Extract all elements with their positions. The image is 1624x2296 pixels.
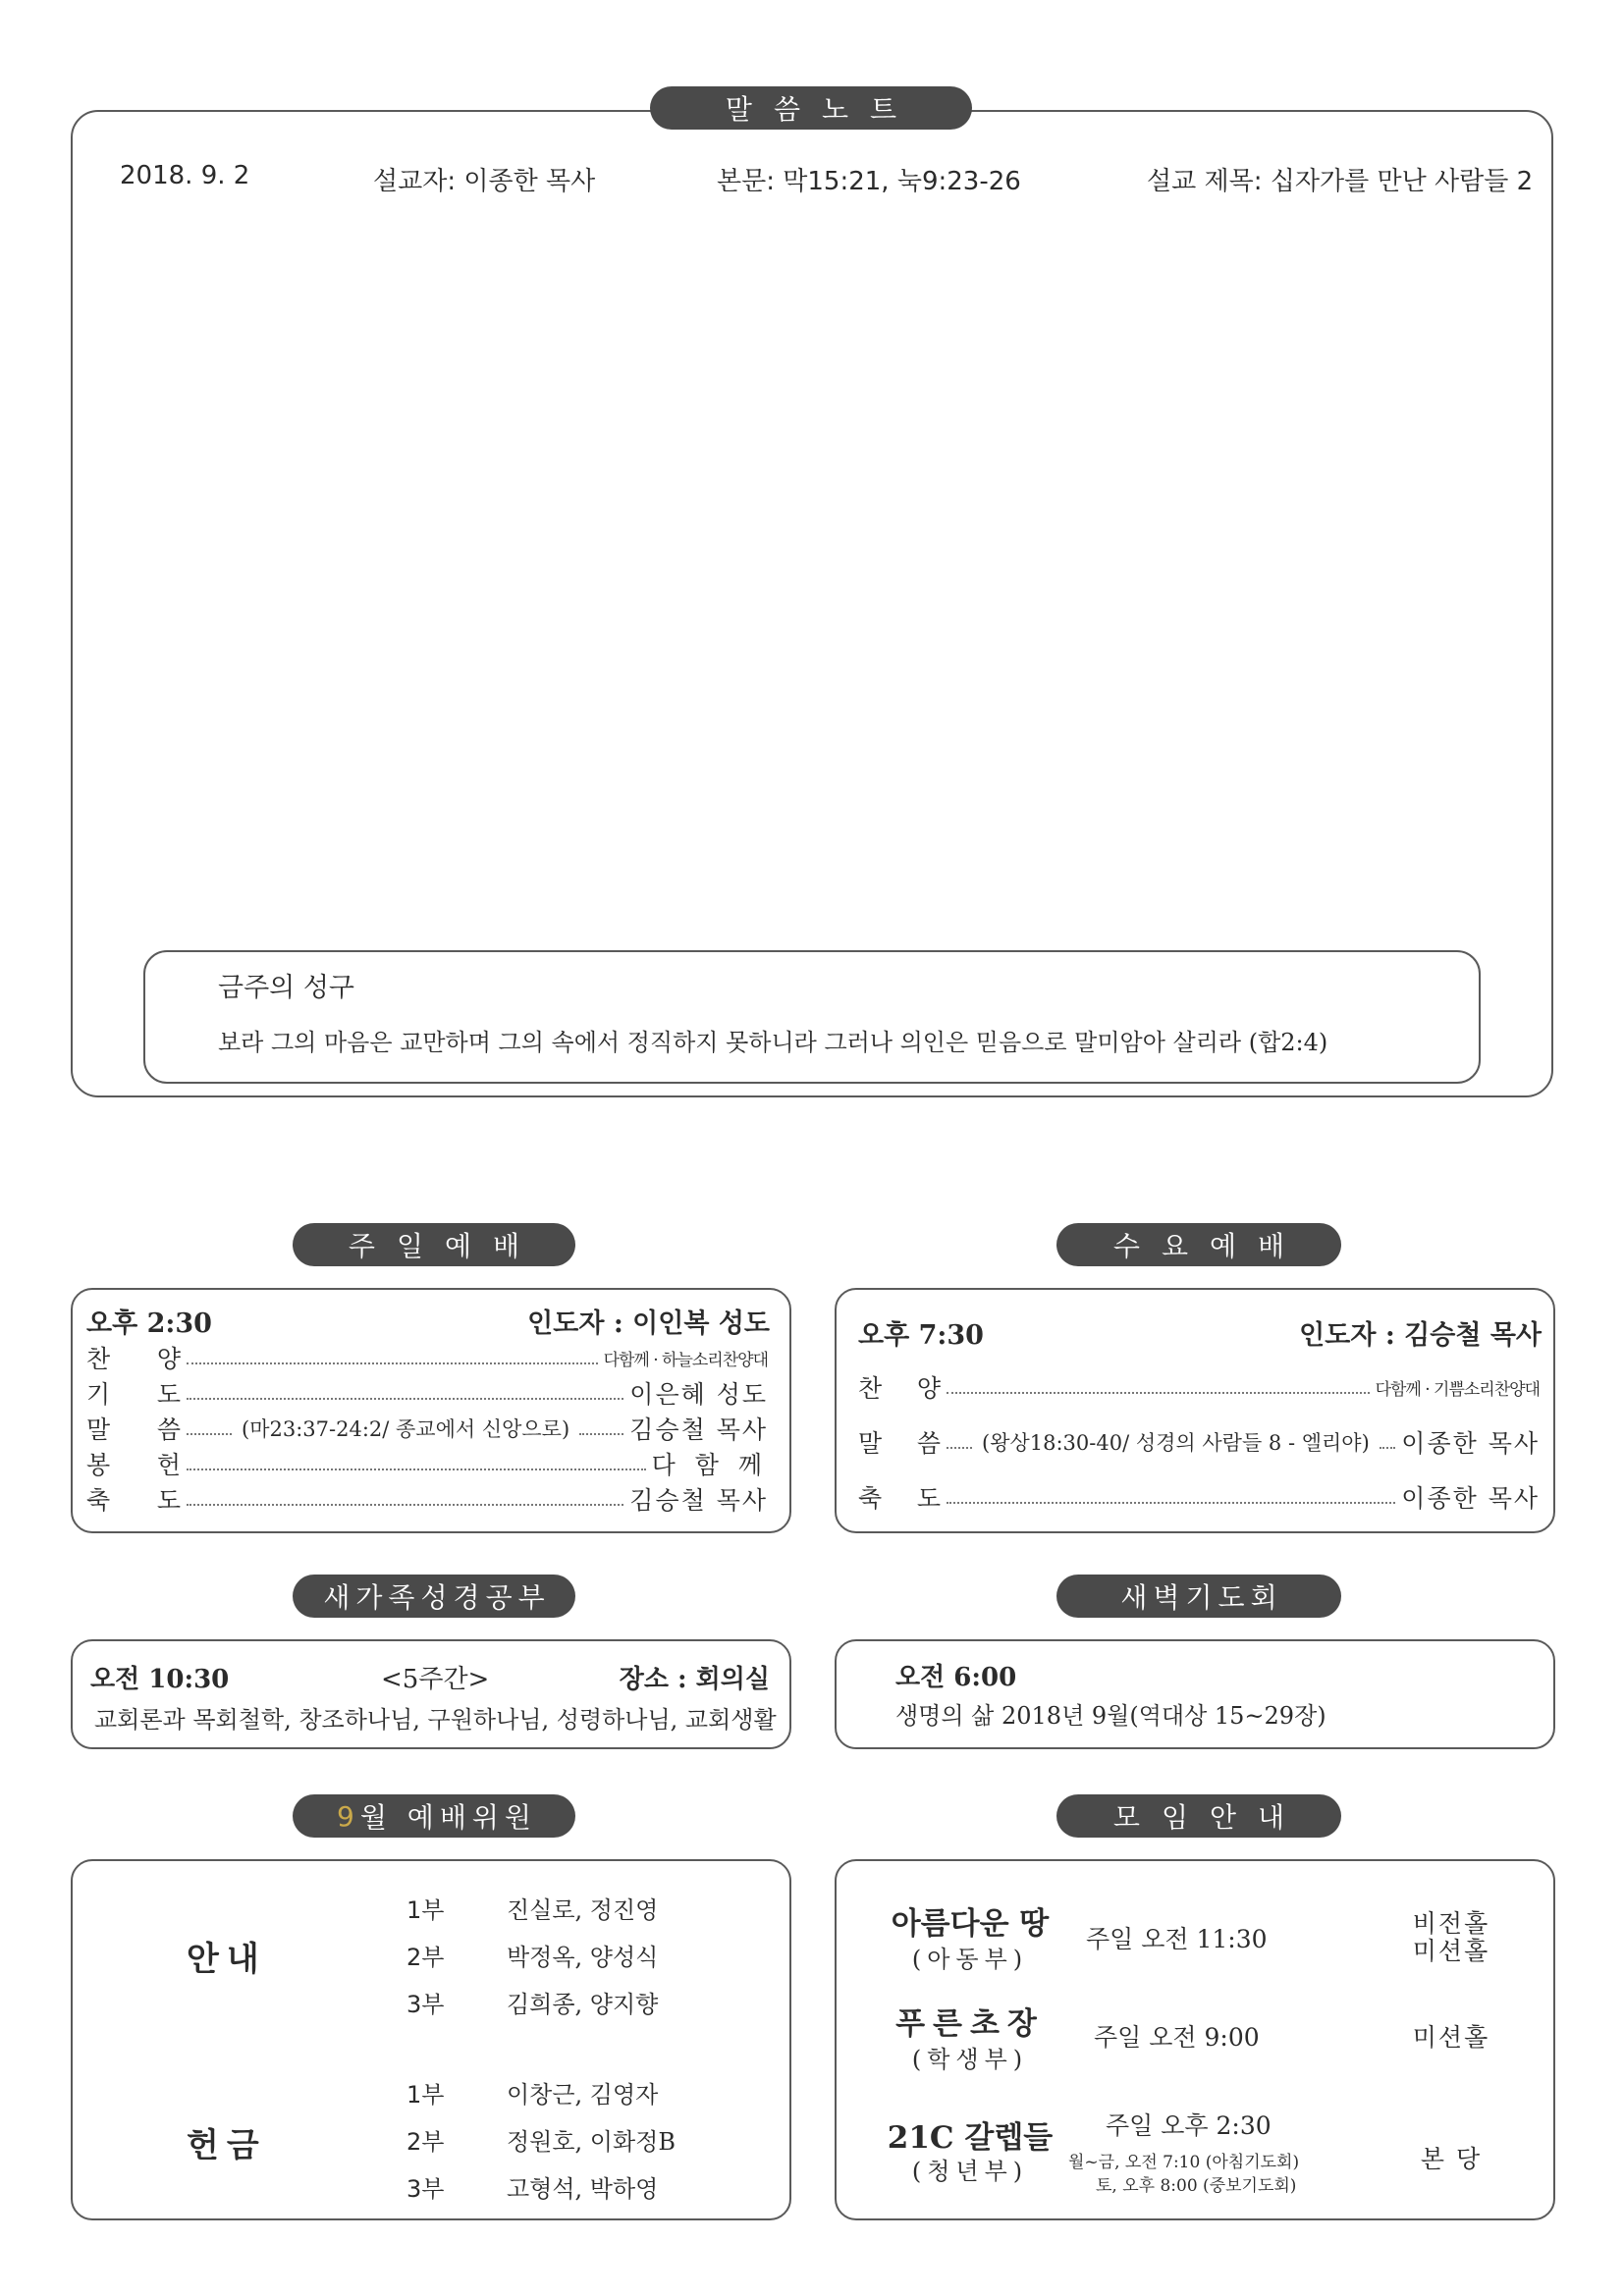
- dawn-time: 오전 6:00: [895, 1663, 1017, 1692]
- offering-part: 3부: [406, 2175, 445, 2203]
- monthly-servers-title: 9 월 예배위원: [293, 1794, 575, 1838]
- weekly-verse-text: 보라 그의 마음은 교만하며 그의 속에서 정직하지 못하니라 그러나 의인은 믿음으로 말미암아 살리라 (합2:4): [218, 1029, 1328, 1056]
- group-time: 주일 오후 2:30: [1106, 2111, 1272, 2140]
- sunday-row: 기 도 이은혜 성도: [86, 1380, 768, 1409]
- group-place: 비전홀: [1412, 1909, 1490, 1938]
- sunday-row: 말 씀 (마23:37-24:2/ 종교에서 신앙으로) 김승철 목사: [86, 1415, 768, 1444]
- group-name: 푸른초장: [895, 2006, 1045, 2042]
- new-family-study-title: 새가족성경공부: [293, 1575, 575, 1618]
- group-time-weekday: 월~금, 오전 7:10 (아침기도회): [1068, 2153, 1300, 2172]
- wednesday-leader: 인도자 : 김승철 목사: [1299, 1320, 1542, 1351]
- group-sub: (아동부): [911, 1946, 1029, 1973]
- group-time-saturday: 토, 오후 8:00 (중보기도회): [1096, 2176, 1297, 2196]
- group-time: 주일 오전 9:00: [1094, 2023, 1260, 2052]
- offering-names: 정원호, 이화정B: [507, 2128, 676, 2156]
- sunday-row: 봉 헌 다 함 께: [86, 1451, 768, 1479]
- group-name: 21C 갈렙들: [887, 2120, 1054, 2156]
- sunday-worship-title: 주일예배: [293, 1223, 575, 1266]
- usher-part: 1부: [406, 1896, 445, 1924]
- sunday-leader: 인도자 : 이인복 성도: [527, 1308, 770, 1339]
- sermon-note-title: 말씀노트: [650, 86, 972, 130]
- new-family-weeks: <5주간>: [381, 1665, 490, 1694]
- group-place: 본 당: [1420, 2145, 1483, 2173]
- group-place: 미션홀: [1412, 1937, 1490, 1965]
- usher-part: 2부: [406, 1944, 445, 1971]
- usher-names: 김희종, 양지향: [507, 1991, 659, 2018]
- new-family-time: 오전 10:30: [90, 1665, 230, 1694]
- offering-part: 2부: [406, 2128, 445, 2156]
- usher-names: 박정옥, 양성식: [507, 1944, 659, 1971]
- wednesday-row: 찬 양 다함께 · 기쁨소리찬양대: [858, 1374, 1540, 1403]
- group-name: 아름다운 땅: [891, 1906, 1050, 1942]
- sermon-date: 2018. 9. 2: [120, 161, 250, 190]
- sunday-row: 찬 양 다함께 · 하늘소리찬양대: [86, 1345, 768, 1373]
- group-time: 주일 오전 11:30: [1086, 1925, 1268, 1953]
- usher-part: 3부: [406, 1991, 445, 2018]
- offering-names: 이창근, 김영자: [507, 2081, 659, 2109]
- sunday-row: 축 도 김승철 목사: [86, 1486, 768, 1515]
- offering-label: 헌금: [187, 2126, 267, 2165]
- wednesday-worship-box: [835, 1288, 1555, 1533]
- offering-part: 1부: [406, 2081, 445, 2109]
- wednesday-row: 축 도 이종한 목사: [858, 1484, 1540, 1513]
- wednesday-row: 말 씀 (왕상18:30-40/ 성경의 사람들 8 - 엘리야) 이종한 목사: [858, 1429, 1540, 1458]
- sermon-scripture: 본문: 막15:21, 눅9:23-26: [717, 167, 1021, 196]
- group-sub: (학생부): [911, 2046, 1029, 2073]
- offering-names: 고형석, 박하영: [507, 2175, 659, 2203]
- dawn-prayer-box: [835, 1639, 1555, 1749]
- usher-label: 안내: [187, 1940, 267, 1979]
- monthly-servers-box: [71, 1859, 791, 2220]
- sunday-time: 오후 2:30: [86, 1308, 212, 1339]
- sermon-title: 설교 제목: 십자가를 만난 사람들 2: [1147, 167, 1534, 196]
- wednesday-worship-title: 수요예배: [1056, 1223, 1341, 1266]
- groups-box: [835, 1859, 1555, 2220]
- weekly-verse-box: [143, 950, 1481, 1084]
- new-family-place: 장소 : 회의실: [619, 1665, 770, 1694]
- dawn-prayer-title: 새벽기도회: [1056, 1575, 1341, 1618]
- wednesday-time: 오후 7:30: [858, 1320, 984, 1351]
- usher-names: 진실로, 정진영: [507, 1896, 659, 1924]
- dawn-desc: 생명의 삶 2018년 9월(역대상 15~29장): [895, 1702, 1326, 1730]
- new-family-topics: 교회론과 목회철학, 창조하나님, 구원하나님, 성령하나님, 교회생활: [94, 1706, 777, 1734]
- group-place: 미션홀: [1412, 2023, 1490, 2052]
- new-family-study-box: [71, 1639, 791, 1749]
- groups-title: 모임안내: [1056, 1794, 1341, 1838]
- weekly-verse-title: 금주의 성구: [218, 973, 354, 1003]
- sunday-worship-box: [71, 1288, 791, 1533]
- sermon-preacher: 설교자: 이종한 목사: [373, 167, 596, 196]
- group-sub: (청년부): [911, 2158, 1029, 2185]
